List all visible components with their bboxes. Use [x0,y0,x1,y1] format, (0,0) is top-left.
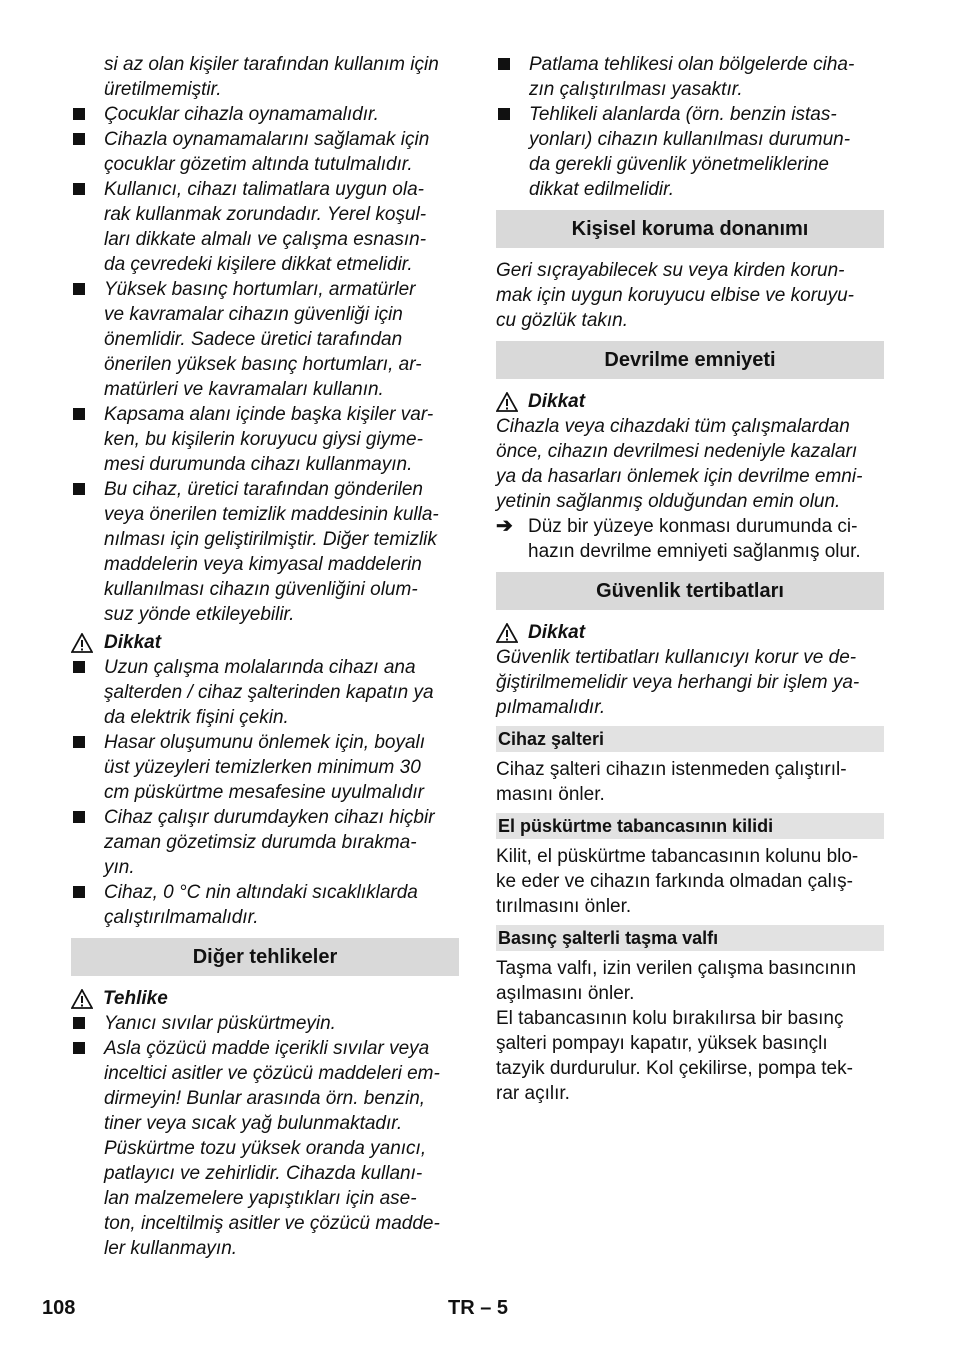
text-line: lan malzemelere yapıştıkları için ase- [104,1188,417,1209]
text-line: maddelerin veya kimyasal maddelerin [104,554,422,575]
text-line: ken, bu kişilerin koruyucu giysi giyme- [104,429,423,450]
text-line: şalteri pompayı kapatır, yüksek basınçlı [496,1033,828,1054]
warning-dikkat-tip [496,389,884,414]
bullet-list-1 [71,102,459,627]
list-item [71,880,459,930]
list-item [71,402,459,477]
text-line: Taşma valfı, izin verilen çalışma basıncının [496,958,857,979]
text-line: suz yönde etkileyebilir. [104,604,295,625]
bullet-square-icon [73,1042,85,1054]
text-line: zaman gözetimsiz durumda bırakma- [104,832,417,853]
text-line: yonları) cihazın kullanılması durumun- [529,129,851,150]
text-line: da elektrik fişini çekin. [104,707,289,728]
text-line: rar açılır. [496,1083,570,1104]
subheader-overflow-valve: Basınç şalterli taşma valfı [496,925,884,951]
text-line: Uzun çalışma molalarında cihazı ana [104,657,416,678]
list-item [71,127,459,177]
text-line: Tehlikeli alanlarda (örn. benzin istas- [529,104,837,125]
bullet-list-3 [71,1011,459,1261]
text-line: Püskürtme tozu yüksek oranda yanıcı, [104,1138,427,1159]
text-line: önemlidir. Sadece üretici tarafından [104,329,403,350]
list-item [71,805,459,880]
text-line: Güvenlik tertibatları kullanıcıyı korur ve de- [496,647,857,668]
text-line: ler kullanmayın. [104,1238,238,1259]
text-line: Yanıcı sıvılar püskürtmeyin. [104,1013,336,1034]
text-line: Kilit, el püskürtme tabancasının kolunu blo- [496,846,859,867]
list-item [71,102,459,127]
text-line: Cihazla veya cihazdaki tüm çalışmalardan [496,416,850,437]
text-line: nılması için geliştirilmiştir. Diğer temizlik [104,529,437,550]
subheader-gun-lock: El püskürtme tabancasının kilidi [496,813,884,839]
section-header-tip-safety: Devrilme emniyeti [496,341,884,379]
text-line: yetinin sağlanmış olduğundan emin olun. [496,491,841,512]
tip-text [496,414,884,514]
text-line: Çocuklar cihazla oynamamalıdır. [104,104,379,125]
bullet-square-icon [73,661,85,673]
text-line: tazyik durdurulur. Kol çekilirse, pompa tek- [496,1058,853,1079]
text-line: çocuklar gözetim altında tutulmalıdır. [104,154,413,175]
text-line: hazın devrilme emniyeti sağlanmış olur. [528,541,861,562]
text-line: Geri sıçrayabilecek su veya kirden korun- [496,260,845,281]
text-line: yın. [104,857,135,878]
text-line: cu gözlük takın. [496,310,629,331]
text-line: üst yüzeyleri temizlerken minimum 30 [104,757,421,778]
bullet-square-icon [73,283,85,295]
list-item [71,477,459,627]
list-item [71,1011,459,1036]
text-line: mesi durumunda cihazı kullanmayın. [104,454,413,475]
bullet-square-icon [73,133,85,145]
text-line: üretilmemiştir. [104,79,222,100]
text-line: Bu cihaz, üretici tarafından gönderilen [104,479,423,500]
text-line: dirmeyin! Bunlar arasında örn. benzin, [104,1088,426,1109]
bullet-square-icon [498,108,510,120]
bullet-list-2 [71,655,459,930]
text-line: El tabancasının kolu bırakılırsa bir basınç [496,1008,844,1029]
text-line: aşılmasını önler. [496,983,635,1004]
text-line: Patlama tehlikesi olan bölgelerde ciha- [529,54,855,75]
text-line: tiner veya sıcak yağ bulunmaktadır. [104,1113,403,1134]
list-item [71,730,459,805]
text-line: pılmamalıdır. [496,697,606,718]
text-line: Cihaz şalteri cihazın istenmeden çalıştırıl- [496,759,847,780]
warning-triangle-icon [496,392,518,412]
warning-dikkat-safety [496,620,884,645]
text-line: ke eder ve cihazın farkında olmadan çalış- [496,871,853,892]
bullet-square-icon [73,483,85,495]
text-line: dikkat edilmelidir. [529,179,675,200]
text-line: Yüksek basınç hortumları, armatürler [104,279,416,300]
list-item [71,177,459,277]
text-line: inceltici asitler ve çözücü maddeleri em- [104,1063,440,1084]
danger-label: Tehlike [103,988,168,1009]
list-item [496,102,884,202]
bullet-square-icon [73,886,85,898]
warning-triangle-icon [71,989,93,1009]
text-line: ve kavramalar cihazın güvenliği için [104,304,403,325]
safety-text [496,645,884,720]
text-line: matürleri ve kavramaları kullanın. [104,379,384,400]
ppe-text [496,258,884,333]
section-header-ppe: Kişisel koruma donanımı [496,210,884,248]
list-item [496,52,884,102]
text-line: mak için uygun koruyucu elbise ve koruyu- [496,285,855,306]
text-line: Cihaz, 0 °C nin altındaki sıcaklıklarda [104,882,418,903]
text-line: da gerekli güvenlik yönetmeliklerine [529,154,829,175]
tip-result [496,514,884,564]
text-line: Kullanıcı, cihazı talimatlara uygun ola- [104,179,424,200]
text-line: çalıştırılmamalıdır. [104,907,259,928]
warning-label: Dikkat [104,632,162,653]
valve-text [496,956,884,1106]
switch-text [496,757,884,807]
text-line: da çevredeki kişilere dikkat etmelidir. [104,254,413,275]
text-line: rak kullanmak zorundadır. Yerel koşul- [104,204,427,225]
gunlock-text [496,844,884,919]
text-line: cm püskürtme mesafesine uyulmalıdır [104,782,424,803]
section-label: TR – 5 [448,1297,509,1319]
text-line: önce, cihazın devrilmesi nedeniyle kazaları [496,441,858,462]
text-line: patlayıcı ve zehirlidir. Cihazda kullanı- [104,1163,423,1184]
bullet-square-icon [73,108,85,120]
arrow-right-icon: ➔ [496,515,513,537]
text-line: zın çalıştırılması yasaktır. [529,79,743,100]
text-line: şalterden / cihaz şalterinden kapatın ya [104,682,434,703]
warning-label: Dikkat [528,391,586,412]
text-line: ya da hasarları önlemek için devrilme emni- [496,466,863,487]
list-item [71,655,459,730]
section-header-safety-devices: Güvenlik tertibatları [496,572,884,610]
text-line: tırılmasını önler. [496,896,632,917]
bullet-square-icon [73,408,85,420]
text-line: Asla çözücü madde içerikli sıvılar veya [104,1038,430,1059]
section-header-other-dangers: Diğer tehlikeler [71,938,459,976]
bullet-square-icon [73,736,85,748]
bullet-square-icon [498,58,510,70]
text-line: masını önler. [496,784,605,805]
text-line: ton, inceltilmiş asitler ve çözücü madde- [104,1213,440,1234]
warning-triangle-icon [496,623,518,643]
right-column [496,52,884,1106]
subheader-device-switch: Cihaz şalteri [496,726,884,752]
text-line: veya önerilen temizlik maddesinin kulla- [104,504,439,525]
text-line: Kapsama alanı içinde başka kişiler var- [104,404,434,425]
text-line: ğiştirilmemelidir veya herhangi bir işlem ya- [496,672,860,693]
text-line: Hasar oluşumunu önlemek için, boyalı [104,732,426,753]
text-line: Cihazla oynamamalarını sağlamak için [104,129,430,150]
text-line: si az olan kişiler tarafından kullanım için [104,54,439,75]
tip-result-text [528,514,884,564]
warning-triangle-icon [71,633,93,653]
intro-text [71,52,459,102]
warning-tehlike [71,986,459,1011]
warning-label: Dikkat [528,622,586,643]
text-line: ları dikkate almalı ve çalışma esnasın- [104,229,427,250]
bullet-square-icon [73,183,85,195]
bullet-square-icon [73,1017,85,1029]
bullet-list-right [496,52,884,202]
list-item [71,1036,459,1261]
list-item [71,277,459,402]
text-line: Cihaz çalışır durumdayken cihazı hiçbir [104,807,435,828]
bullet-square-icon [73,811,85,823]
warning-dikkat [71,630,459,655]
text-line: Düz bir yüzeye konması durumunda ci- [528,516,858,537]
page-number: 108 [42,1297,76,1319]
left-column [71,52,459,1261]
text-line: kullanılması cihazın güvenliğini olum- [104,579,418,600]
text-line: önerilen yüksek basınç hortumları, ar- [104,354,422,375]
